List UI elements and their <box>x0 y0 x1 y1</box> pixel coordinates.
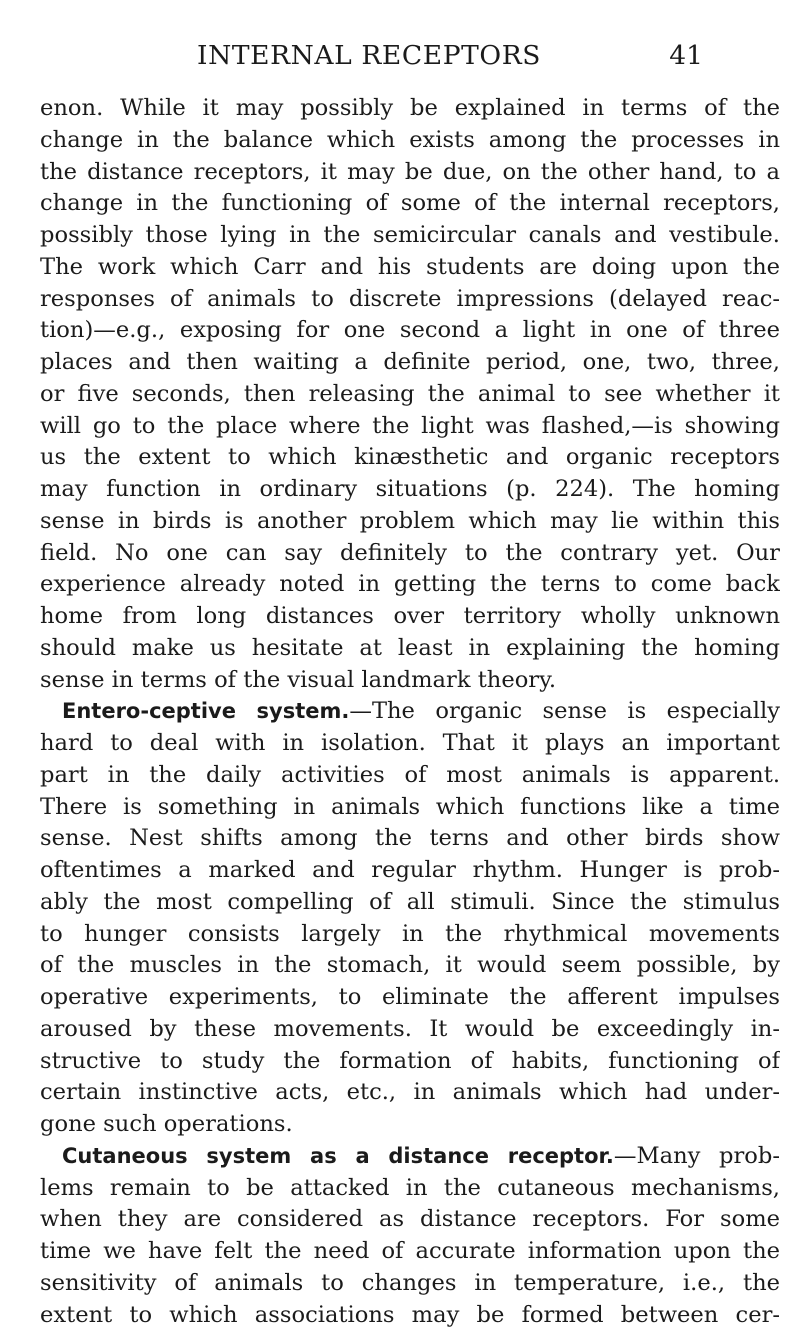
text-line: sense in terms of the visual landmark theory. <box>40 666 557 693</box>
text-line: the distance receptors, it may be due, on the other hand, to a <box>40 158 780 185</box>
text-line: to hunger consists largely in the rhythmical movements <box>40 920 780 947</box>
text-line: us the extent to which kinæsthetic and organic receptors <box>40 444 780 471</box>
text-line: responses of animals to discrete impressions (delayed reac- <box>40 285 780 312</box>
text-line: structive to study the formation of habits, functioning of <box>40 1047 780 1074</box>
text-line: lems remain to be attacked in the cutaneous mechanisms, <box>40 1174 780 1201</box>
text-line: oftentimes a marked and regular rhythm. Hunger is prob- <box>40 857 780 883</box>
text-line: should make us hesitate at least in explaining the homing <box>40 634 780 661</box>
text-line-with-heading <box>40 1141 780 1173</box>
text-line: sense. Nest shifts among the terns and other birds show <box>40 825 780 852</box>
text-line: tion)—e.g., exposing for one second a light in one of three <box>40 317 780 344</box>
text-line: experience already noted in getting the terns to come back <box>40 571 780 598</box>
text-line: extent to which associations may be formed between cer- <box>40 1301 780 1328</box>
text-line: certain instinctive acts, etc., in animals which had under- <box>40 1079 780 1106</box>
running-head <box>0 40 800 80</box>
text-line: of the muscles in the stomach, it would seem possible, by <box>40 952 780 979</box>
text-line: There is something in animals which functions like a time <box>40 793 780 820</box>
text-line: home from long distances over territory wholly unknown <box>40 603 780 629</box>
body-text <box>40 93 780 1331</box>
text-line: operative experiments, to eliminate the afferent impulses <box>40 984 780 1010</box>
text-line: The work which Carr and his students are doing upon the <box>40 253 780 280</box>
text-line: places and then waiting a definite period, one, two, three, <box>40 349 780 375</box>
text-line: hard to deal with in isolation. That it plays an important <box>40 730 780 756</box>
text-line: or five seconds, then releasing the animal to see whether it <box>40 380 780 407</box>
paragraph-entero-ceptive <box>40 696 780 1141</box>
paragraph-continuation <box>40 93 780 696</box>
text-line: change in the balance which exists among the processes in <box>40 126 780 153</box>
text-line: gone such operations. <box>40 1111 293 1137</box>
section-heading: Cutaneous system as a distance receptor. <box>62 1143 614 1168</box>
text-line: part in the daily activities of most animals is apparent. <box>40 761 780 788</box>
text-line: enon. While it may possibly be explained in terms of the <box>40 95 780 121</box>
text-line-with-heading <box>40 696 780 728</box>
text-line: aroused by these movements. It would be exceedingly in- <box>40 1015 780 1042</box>
heading-line-rest: —The organic sense is especially <box>349 698 780 725</box>
text-line: possibly those lying in the semicircular canals and vestibule. <box>40 222 780 248</box>
text-line: may function in ordinary situations (p. 224). The homing <box>40 476 780 502</box>
heading-line-rest: —Many prob- <box>613 1142 780 1169</box>
text-line: field. No one can say definitely to the contrary yet. Our <box>40 539 780 566</box>
page-number: 41 <box>669 40 703 71</box>
text-line: sensitivity of animals to changes in temperature, i.e., the <box>40 1269 780 1296</box>
text-line: sense in birds is another problem which may lie within this <box>40 507 780 534</box>
text-line: change in the functioning of some of the internal receptors, <box>40 190 780 217</box>
text-line: when they are considered as distance receptors. For some <box>40 1206 780 1233</box>
paragraph-cutaneous <box>40 1141 780 1332</box>
text-line: will go to the place where the light was flashed,—is showing <box>40 412 780 439</box>
text-line: ably the most compelling of all stimuli. Since the stimulus <box>40 888 780 915</box>
section-heading: Entero-ceptive system. <box>62 699 350 724</box>
running-title: INTERNAL RECEPTORS <box>197 40 542 71</box>
text-line: time we have felt the need of accurate information upon the <box>40 1238 780 1264</box>
